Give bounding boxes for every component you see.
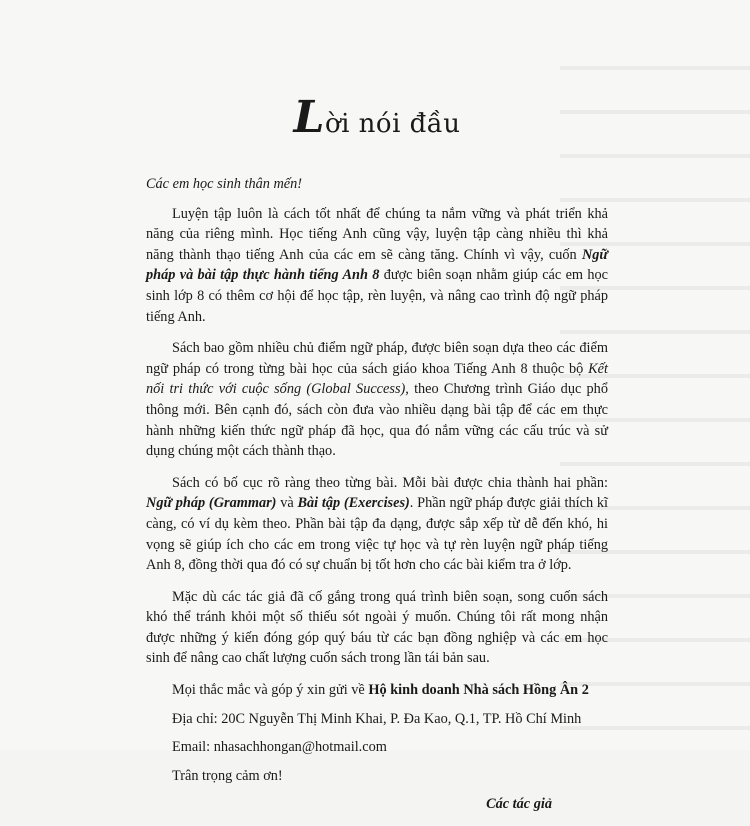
paragraph-2 [146, 338, 608, 462]
title-rest: ời nói đầu [324, 109, 461, 139]
contact-intro: Mọi thắc mắc và góp ý xin gửi về [172, 682, 369, 699]
signature: Các tác giả [486, 796, 552, 813]
paragraph-3 [146, 473, 608, 576]
p2-text-b: , theo Chương trình Giáo dục phổ thông mới. Bên cạnh đó, sách còn đưa vào nhiều dạng bài tập để các em thực hành những kiến thức ngữ pháp đã học, qua đó nắm vững các cấu trúc và sử dụng chúng một cách thành thạo. [146, 381, 608, 460]
company-name: Hộ kinh doanh Nhà sách Hồng Ân 2 [368, 682, 589, 699]
series-title: Kết nối tri thức với cuộc sống (Global Success) [146, 360, 608, 398]
p3-text-b: . Phần ngữ pháp được giải thích kĩ càng, có ví dụ kèm theo. Phần bài tập đa dạng, được sắp xếp từ dễ đến khó, hi vọng sẽ giúp ích cho các em trong việc tự học và tự rèn luyện ngữ pháp tiếng Anh 8, đồng thời qua đó có sự chuẩn bị tốt hơn cho các bài kiểm tra ở lớp. [146, 495, 608, 574]
book-title: Ngữ pháp và bài tập thực hành tiếng Anh 8 [146, 246, 608, 284]
title-dropcap: L [293, 92, 325, 143]
address-line: Địa chỉ: 20C Nguyễn Thị Minh Khai, P. Đa Kao, Q.1, TP. Hồ Chí Minh [172, 710, 582, 727]
p3-text-a: Sách có bố cục rõ ràng theo từng bài. Mỗi bài được chia thành hai phần: [172, 474, 608, 491]
grammar-label: Ngữ pháp (Grammar) [146, 495, 277, 512]
contact-line [146, 680, 608, 701]
preface-content [146, 92, 609, 826]
exercises-label: Bài tập (Exercises) [297, 495, 410, 512]
paragraph-4: Mặc dù các tác giả đã cố gắng trong quá trình biên soạn, song cuốn sách khó thể tránh khỏi một số thiếu sót ngoài ý muốn. Chúng tôi rất mong nhận được những ý kiến đóng góp quý báu từ các bạn đồng nghiệp và các em học sinh để nâng cao chất lượng cuốn sách trong lần tái bản sau. [146, 588, 608, 667]
p2-text-a: Sách bao gồm nhiều chủ điểm ngữ pháp, được biên soạn dựa theo các điểm ngữ pháp có trong từng bài học của sách giáo khoa Tiếng Anh 8 thuộc bộ [146, 340, 608, 377]
p3-and: và [276, 495, 298, 512]
email-line: Email: nhasachhongan@hotmail.com [172, 739, 387, 756]
p1-text-b: được biên soạn nhằm giúp các em học sinh lớp 8 có thêm cơ hội để học tập, rèn luyện, và nâng cao trình độ ngữ pháp tiếng Anh. [146, 267, 609, 325]
greeting: Các em học sinh thân mến! [146, 176, 303, 192]
paragraph-1 [146, 204, 608, 328]
page-title [146, 92, 608, 143]
closing-line: Trân trọng cảm ơn! [172, 767, 283, 784]
p1-text-a: Luyện tập luôn là cách tốt nhất để chúng ta nắm vững và phát triển khả năng của riêng mình. Học tiếng Anh cũng vậy, luyện tập càng nhiều thì khả năng thành thạo tiếng Anh của các em sẽ càng tăng. Chính vì vậy, cuốn [146, 205, 608, 263]
